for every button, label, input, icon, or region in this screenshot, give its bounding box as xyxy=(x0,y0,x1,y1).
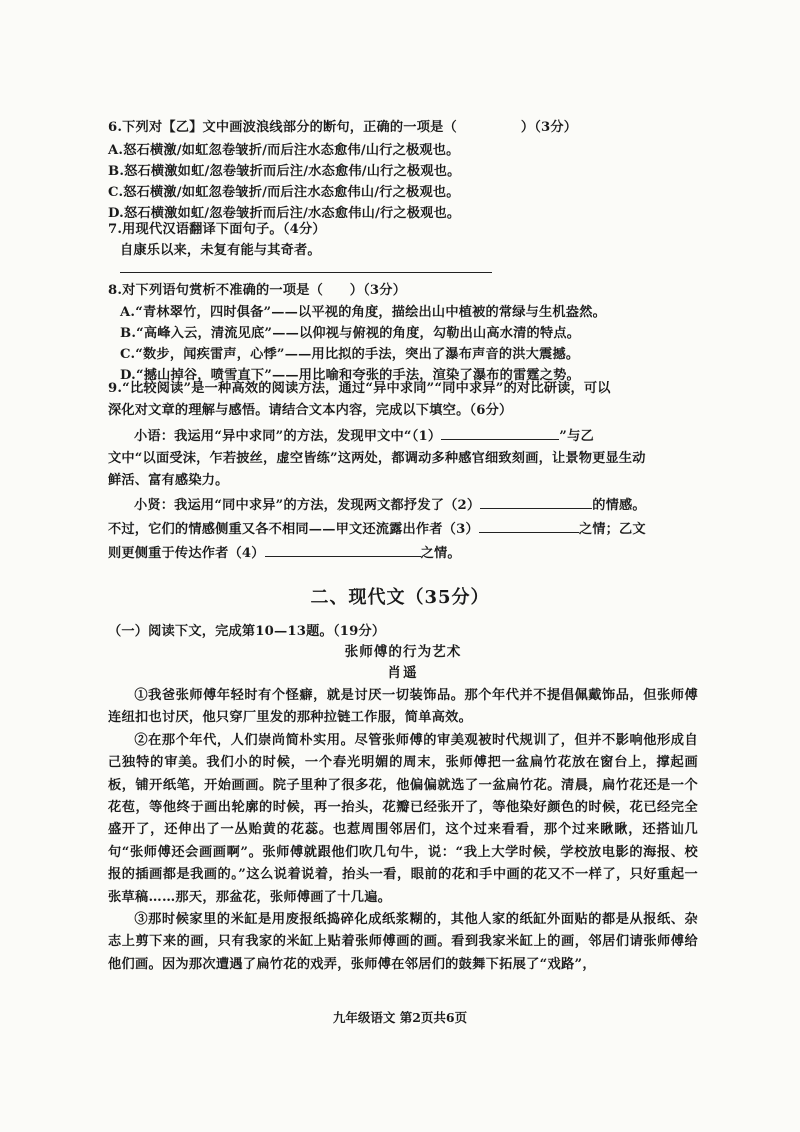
question-8 xyxy=(108,281,698,386)
question-9-p1-line-2: 文中“以面受沫，乍若披丝，虚空皆练”这两处，都调动多种感官细致刻画，让景物更显生动 xyxy=(108,451,646,466)
reading-instruction: （一）阅读下文，完成第10—13题。（19分） xyxy=(108,624,386,639)
question-9-blank-4-line xyxy=(108,542,698,564)
question-9-blank-3-prefix: 不过，它们的情感侧重又各不相同——甲文还流露出作者（3） xyxy=(108,522,479,537)
question-8-stem: 8.对下列语句赏析不准确的一项是（ ）（3分） xyxy=(108,283,407,298)
question-9-blank-1-suffix: ”与乙 xyxy=(559,429,594,444)
question-9 xyxy=(108,379,698,564)
question-6-stem xyxy=(108,118,698,138)
question-9-blank-3-line xyxy=(108,518,698,540)
question-6-score: ）（3分） xyxy=(520,120,578,135)
question-6-option-c: C.怒石横激/如虹忽卷皱折/而后注水态愈伟山/行之极观也。 xyxy=(108,185,460,200)
question-9-blank-1-prefix: 小语：我运用“异中求同”的方法，发现甲文中“（1） xyxy=(134,429,442,444)
question-9-line-1: 9.“比较阅读”是一种高效的阅读方法，通过“异中求同”“同中求异”的对比研读，可以 xyxy=(108,381,611,396)
question-9-blank-4-suffix: 之情。 xyxy=(420,546,461,561)
passage-paragraph-3: ③那时候家里的米缸是用废报纸捣碎化成纸浆糊的，其他人家的纸缸外面贴的都是从报纸、杂志上剪下来的画，只有我家的米缸上贴着张师傅画的画。看到我家米缸上的画，邻居们请张师傅给他们画。因为那次遭遇了扁竹花的戏弄，张师傅在邻居们的鼓舞下拓展了“戏路”， xyxy=(108,912,698,972)
passage-paragraph-2: ②在那个年代，人们崇尚简朴实用。尽管张师傅的审美观被时代规训了，但并不影响他形成自己独特的审美。我们小的时候，一个春光明媚的周末，张师傅把一盆扁竹花放在窗台上，撑起画板，铺开纸笔，开始画画。院子里种了很多花，他偏偏就选了一盆扁竹花。清晨，扁竹花还是一个花苞，等他终于画出轮廓的时候，再一抬头，花瓣已经张开了，等他染好颜色的时候，花已经完全盛开了，还伸出了一丛贻黄的花蕊。也惹周围邻居们，这个过来看看，那个过来瞅瞅，还搭讪几句“张师傅还会画画啊”。张师傅就跟他们吹几句牛，说：“我上大学时候，学校放电影的海报、校报的插画都是我画的。”这么说着说着，抬头一看，眼前的花和手中画的花又不一样了，只好重起一张草稿……那天，那盆花，张师傅画了十几遍。 xyxy=(108,732,698,905)
question-9-blank-2-line xyxy=(134,494,698,516)
question-8-option-b: B.“高峰入云，清流见底”——以仰视与俯视的角度，勾勒出山高水清的特点。 xyxy=(120,326,581,341)
section-title: 二、现代文（35分） xyxy=(310,587,490,608)
question-6 xyxy=(108,118,698,224)
question-8-option-d: D.“撼山掉谷，喷雪直下”——用比喻和夸张的手法，渲染了瀑布的雷霆之势。 xyxy=(120,368,580,383)
question-6-option-b: B.怒石横激如虹/忽卷皱折而后注/水态愈伟/山行之极观也。 xyxy=(108,164,461,179)
question-9-blank-2-prefix: 小贤：我运用“同中求异”的方法，发现两文都抒发了（2） xyxy=(134,498,481,513)
question-9-line-2: 深化对文章的理解与感悟。请结合文本内容，完成以下填空。（6分） xyxy=(108,403,513,418)
question-7-sentence: 自康乐以来，未复有能与其奇者。 xyxy=(120,243,321,258)
question-6-option-a: A.怒石横激/如虹忽卷皱折/而后注水态愈伟/山行之极观也。 xyxy=(108,143,460,158)
page-footer: 九年级语文 第2页共6页 xyxy=(332,1010,468,1025)
question-7 xyxy=(108,220,698,261)
question-8-option-a: A.“青林翠竹，四时俱备”——以平视的角度，描绘出山中植被的常绿与生机盎然。 xyxy=(120,305,606,320)
question-7-answer-line[interactable] xyxy=(120,272,492,273)
question-9-p1-line-3: 鲜活、富有感染力。 xyxy=(108,473,229,488)
question-9-blank-2-suffix: 的情感。 xyxy=(592,498,646,513)
question-6-option-d: D.怒石横激如虹/忽卷皱折而后注/水态愈伟山/行之极观也。 xyxy=(108,206,461,221)
passage-paragraph-1: ①我爸张师傅年轻时有个怪癖，就是讨厌一切装饰品。那个年代并不提倡佩戴饰品，但张师傅连纽扣也讨厌，他只穿厂里发的那种拉链工作服，简单高效。 xyxy=(108,688,698,726)
question-9-blank-1-line xyxy=(134,425,698,447)
answer-blank-3[interactable] xyxy=(479,518,579,533)
question-9-blank-4-prefix: 则更侧重于传达作者（4） xyxy=(108,546,265,561)
question-7-stem: 7.用现代汉语翻译下面句子。（4分） xyxy=(108,222,326,237)
question-6-stem-text: 6.下列对【乙】文中画波浪线部分的断句，正确的一项是（ xyxy=(108,120,457,135)
answer-blank-2[interactable] xyxy=(480,494,592,509)
answer-blank-1[interactable] xyxy=(441,425,559,440)
passage-title: 张师傅的行为艺术 xyxy=(344,644,462,660)
question-9-blank-3-suffix: 之情；乙文 xyxy=(578,522,646,537)
reading-passage xyxy=(108,622,698,976)
answer-blank-4[interactable] xyxy=(265,542,421,557)
question-8-option-c: C.“数步，闻疾雷声，心悸”——用比拟的手法，突出了瀑布声音的洪大震撼。 xyxy=(120,347,580,362)
passage-author: 肖遥 xyxy=(387,665,419,681)
